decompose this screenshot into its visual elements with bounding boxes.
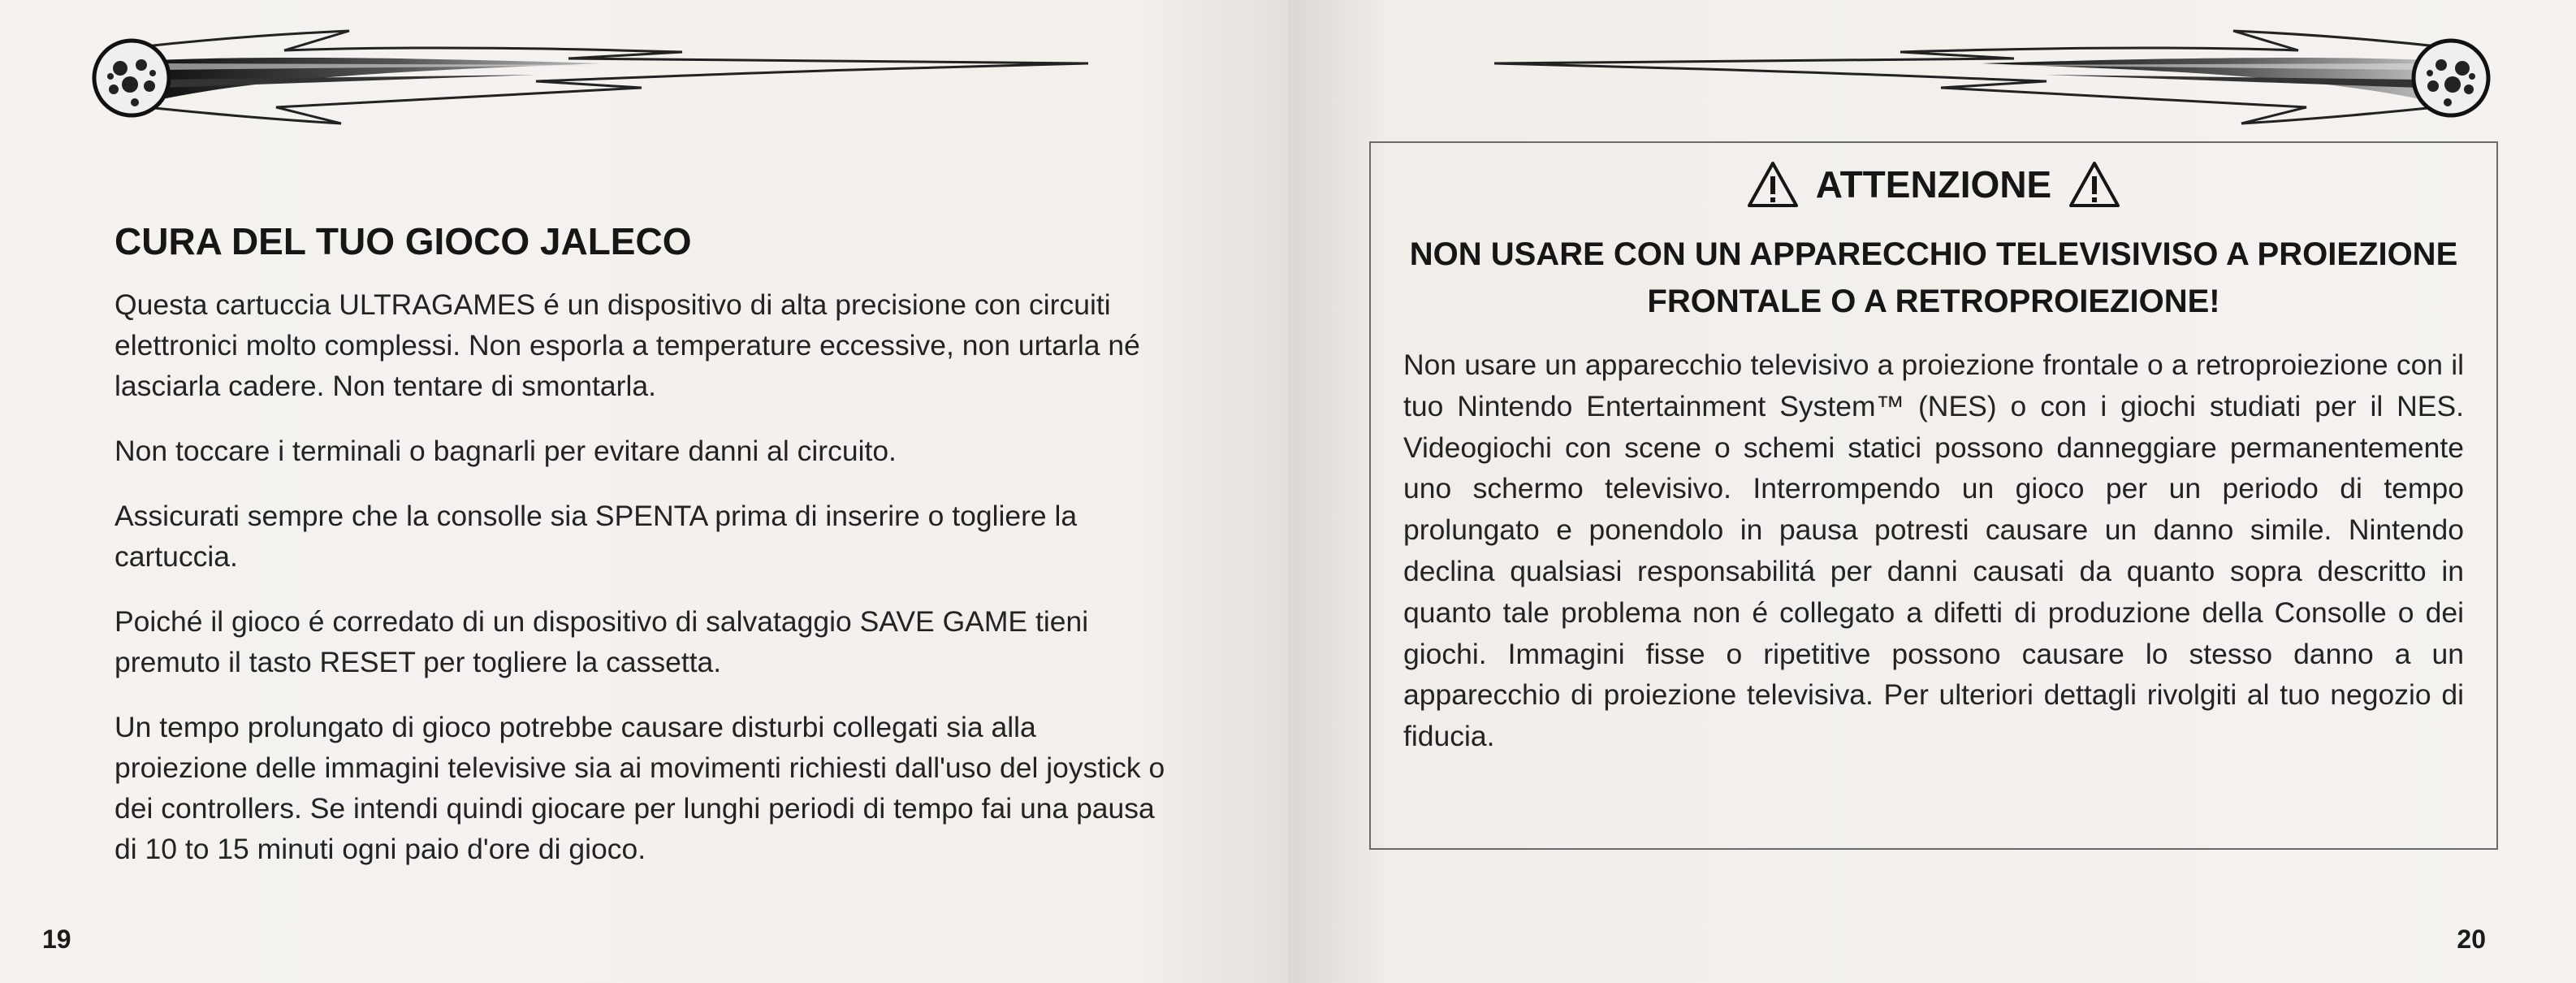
comet-icon xyxy=(1478,23,2501,136)
page-number-right: 20 xyxy=(2457,925,2486,954)
warning-body: Non usare un apparecchio televisivo a proiezione frontale o a retroproiezione con il tuo Nintendo Entertainment System™ (NES) o con i giochi studiati per il NES. Videogiochi con scene o schemi statici possono danneggiare permanentemente uno schermo televisivo. Interrompendo un gioco per un periodo di tempo prolungato e ponendolo in pausa potresti causare un danno simile. Nintendo declina qualsiasi responsabilitá per danni causati da quanto sopra descritto in quanto tale problema non é collegato a difetti di produzione della Consolle o dei giochi. Immagini fisse o ripetitive possono causare lo stesso danno a un apparecchio di proiezione televisiva. Per ulteriori dettagli rivolgiti al tuo negozio di fiducia. xyxy=(1403,349,2464,753)
care-instructions xyxy=(115,284,1170,894)
paragraph-terminals: Non toccare i terminali o bagnarli per evitare danni al circuito. xyxy=(115,435,897,467)
comet-icon xyxy=(81,23,1104,136)
paragraph-power-off: Assicurati sempre che la consolle sia SPENTA prima di inserire o togliere la cartuccia. xyxy=(115,500,1078,573)
warning-triangle-icon xyxy=(2068,160,2121,209)
warning-triangle-icon xyxy=(1746,160,1800,209)
paragraph-long-play: Un tempo prolungato di gioco potrebbe causare disturbi collegati sia alla proiezione delle immagini televisive sia ai movimenti richiesti dall'uso del joystick o dei controllers. Se intendi quindi giocare per lunghi periodi di tempo fai una pausa di 10 to 15 minuti ogni paio d'ore di gioco. xyxy=(115,711,1165,865)
warning-subtitle: NON USARE CON UN APPARECCHIO TELEVISIVISO A PROIEZIONE FRONTALE O A RETROPROIEZIONE! xyxy=(1409,236,2458,319)
paragraph-precision: Questa cartuccia ULTRAGAMES é un dispositivo di alta precisione con circuiti elettronici molto complessi. Non esporla a temperature eccessive, non urtarla né lasciarla cadere. Non tentare di smontarla. xyxy=(115,288,1140,402)
right-page xyxy=(1288,0,2576,983)
page-heading: CURA DEL TUO GIOCO JALECO xyxy=(115,220,692,262)
warning-title-row xyxy=(1371,148,2496,221)
warning-box xyxy=(1369,141,2498,850)
paragraph-save-game: Poiché il gioco é corredato di un dispositivo di salvataggio SAVE GAME tieni premuto il tasto RESET per togliere la cassetta. xyxy=(115,605,1089,678)
warning-title: ATTENZIONE xyxy=(1815,163,2052,206)
page-number-left: 19 xyxy=(42,925,71,954)
